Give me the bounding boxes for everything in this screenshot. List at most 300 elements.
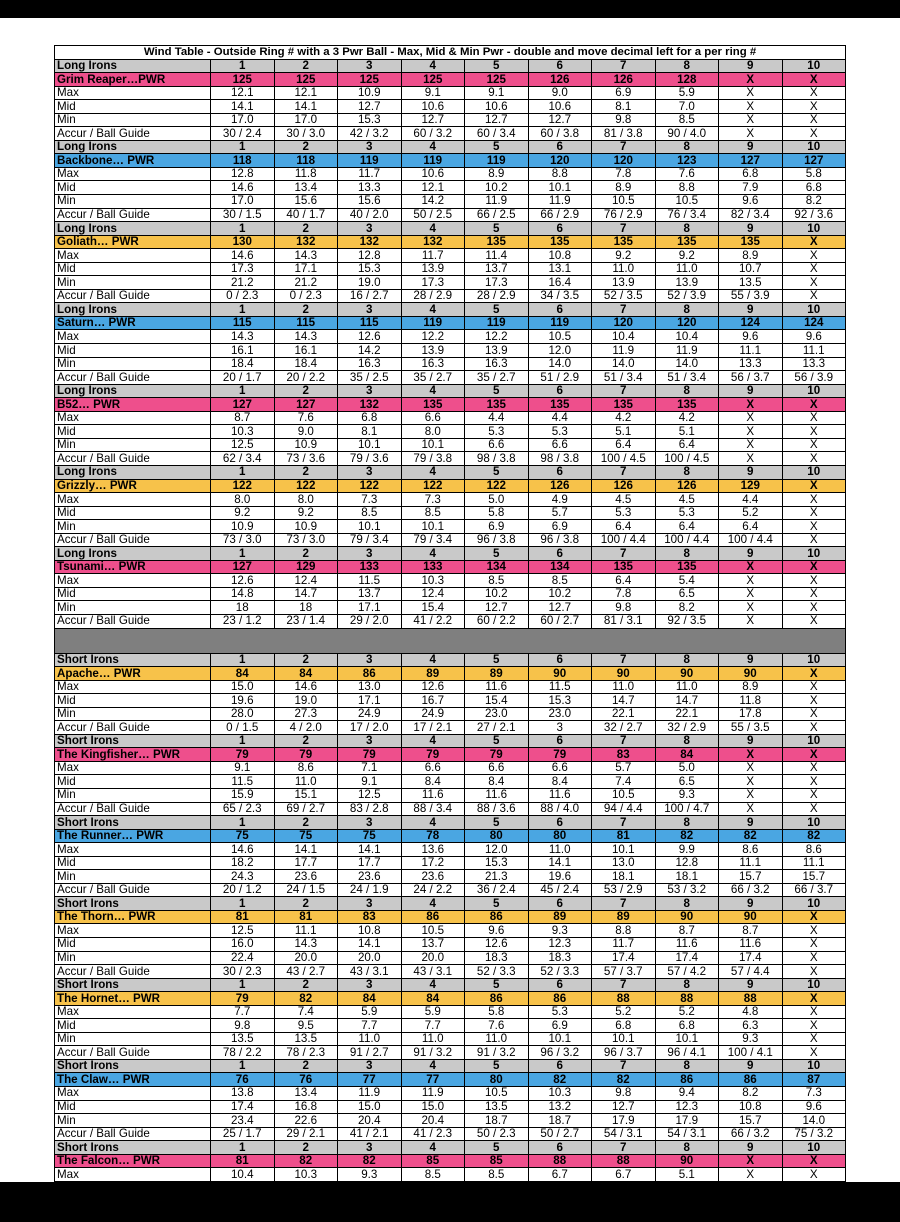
min-value: 9.6 (719, 195, 783, 209)
pwr-value: 128 (655, 73, 719, 87)
mid-value: 11.1 (782, 344, 846, 358)
max-value: 11.1 (274, 924, 338, 938)
max-value: 6.6 (401, 761, 465, 775)
ring-number: 7 (592, 222, 656, 236)
mid-row (55, 856, 846, 870)
accur-value: 66 / 3.2 (719, 1127, 783, 1141)
mid-value: 13.5 (465, 1100, 529, 1114)
max-value: 10.4 (655, 330, 719, 344)
mid-value: 12.1 (338, 1181, 402, 1195)
ring-number: 4 (401, 59, 465, 73)
pwr-value: 126 (528, 73, 592, 87)
ring-number: 7 (592, 978, 656, 992)
mid-value: 15.0 (401, 1100, 465, 1114)
max-value: 10.3 (401, 574, 465, 588)
mid-value: 14.3 (274, 938, 338, 952)
ring-number: 8 (655, 384, 719, 398)
ring-number: 6 (528, 303, 592, 317)
max-row (55, 574, 846, 588)
pwr-value: 86 (465, 910, 529, 924)
max-value: 12.1 (211, 86, 275, 100)
ring-number: 3 (338, 978, 402, 992)
mid-value: X (719, 775, 783, 789)
min-value: 17.0 (211, 195, 275, 209)
mid-value: 9.5 (274, 1019, 338, 1033)
mid-value: X (719, 425, 783, 439)
section-header-row (55, 653, 846, 667)
pwr-value: 82 (528, 1073, 592, 1087)
pwr-value: 84 (274, 667, 338, 681)
min-label: Min (55, 357, 211, 371)
ring-number: 2 (274, 1059, 338, 1073)
min-row (55, 113, 846, 127)
ring-number: 9 (719, 140, 783, 154)
pwr-value: 126 (592, 73, 656, 87)
min-value: 15.4 (401, 601, 465, 615)
max-value: 9.3 (528, 924, 592, 938)
max-label: Max (55, 86, 211, 100)
accur-value: 66 / 3.7 (782, 883, 846, 897)
accur-label: Accur / Ball Guide (55, 965, 211, 979)
mid-value: 7.9 (719, 181, 783, 195)
ring-number: 1 (211, 734, 275, 748)
mid-value: 13.9 (401, 262, 465, 276)
min-value: 12.7 (528, 113, 592, 127)
mid-value: 11.0 (592, 262, 656, 276)
accur-value: 96 / 3.7 (592, 1046, 656, 1060)
mid-value: 13.1 (528, 262, 592, 276)
max-value: 4.4 (465, 411, 529, 425)
mid-value: 11.1 (401, 1181, 465, 1195)
pwr-value: 132 (338, 235, 402, 249)
accur-value: 32 / 2.7 (592, 721, 656, 735)
ring-number: 10 (782, 384, 846, 398)
ring-number: 5 (465, 816, 529, 830)
pwr-value: 89 (528, 910, 592, 924)
max-value: 7.3 (338, 493, 402, 507)
ring-number: 8 (655, 897, 719, 911)
mid-value: X (719, 587, 783, 601)
mid-value: 11.1 (719, 344, 783, 358)
ring-number: 4 (401, 816, 465, 830)
max-value: 8.7 (211, 411, 275, 425)
min-value: 28.0 (211, 707, 275, 721)
min-value: 17.4 (719, 951, 783, 965)
mid-value: 5.2 (719, 506, 783, 520)
pwr-value: X (719, 73, 783, 87)
pwr-value: 135 (401, 398, 465, 412)
ring-number: 1 (211, 978, 275, 992)
mid-value: 6.8 (592, 1019, 656, 1033)
accur-value: 56 / 3.7 (719, 371, 783, 385)
min-value: 18.4 (211, 357, 275, 371)
ring-number: 1 (211, 59, 275, 73)
mid-label: Mid (55, 1100, 211, 1114)
accur-value: 52 / 3.9 (655, 289, 719, 303)
ring-number: 4 (401, 734, 465, 748)
max-value: 6.4 (592, 574, 656, 588)
ring-number: 5 (465, 384, 529, 398)
pwr-value: 119 (465, 316, 529, 330)
accur-value: 76 / 3.4 (655, 208, 719, 222)
max-value: 10.8 (338, 924, 402, 938)
max-value: X (782, 574, 846, 588)
max-value: X (782, 86, 846, 100)
ring-number: 5 (465, 547, 529, 561)
ring-number: 2 (274, 897, 338, 911)
accur-label: Accur / Ball Guide (55, 289, 211, 303)
accur-value: X (719, 802, 783, 816)
max-value: 14.6 (211, 249, 275, 263)
pwr-value: 88 (655, 992, 719, 1006)
accur-value: 81 / 3.1 (592, 614, 656, 628)
mid-value: 14.6 (211, 181, 275, 195)
min-value: 8.5 (655, 113, 719, 127)
mid-value: X (782, 938, 846, 952)
ring-number: 6 (528, 734, 592, 748)
accur-value: 92 / 3.5 (655, 614, 719, 628)
pwr-value: 124 (719, 316, 783, 330)
pwr-value: 133 (338, 560, 402, 574)
max-value: 14.1 (338, 843, 402, 857)
max-value: 5.8 (465, 1005, 529, 1019)
min-value: 9.8 (592, 601, 656, 615)
min-value: 15.7 (719, 1114, 783, 1128)
accur-value: 17 / 2.0 (338, 721, 402, 735)
mid-label: Mid (55, 100, 211, 114)
accur-label: Accur / Ball Guide (55, 127, 211, 141)
min-value: 10.1 (592, 1032, 656, 1046)
accur-value: 79 / 3.4 (401, 533, 465, 547)
accur-value: 57 / 4.4 (719, 965, 783, 979)
max-value: 11.5 (528, 680, 592, 694)
accur-value: X (719, 1208, 783, 1222)
accur-value: 96 / 4.1 (655, 1046, 719, 1060)
accur-value: 94 / 4.4 (592, 802, 656, 816)
accur-value: 51 / 2.9 (528, 371, 592, 385)
min-value: 15.9 (211, 788, 275, 802)
min-value: X (782, 1195, 846, 1209)
max-value: 7.7 (211, 1005, 275, 1019)
min-value: 23.6 (274, 870, 338, 884)
pwr-value: 135 (719, 235, 783, 249)
max-value: 11.0 (592, 680, 656, 694)
max-value: 11.9 (338, 1087, 402, 1101)
pwr-value: 77 (338, 1073, 402, 1087)
club-name: The Falcon… PWR (55, 1154, 211, 1168)
ring-number: 9 (719, 1141, 783, 1155)
pwr-value: X (719, 560, 783, 574)
min-row (55, 707, 846, 721)
mid-label: Mid (55, 506, 211, 520)
ring-number: 7 (592, 897, 656, 911)
max-value: 11.4 (465, 249, 529, 263)
mid-value: 5.3 (465, 425, 529, 439)
min-value: 16.1 (401, 1195, 465, 1209)
pwr-value: 81 (211, 1154, 275, 1168)
max-value: 9.2 (592, 249, 656, 263)
accur-value: 24 / 1.9 (338, 883, 402, 897)
min-value: 18.1 (655, 870, 719, 884)
max-value: 14.1 (274, 843, 338, 857)
min-label: Min (55, 1032, 211, 1046)
pwr-value: 122 (274, 479, 338, 493)
mid-value: 18.2 (211, 856, 275, 870)
min-value: 11.0 (465, 1032, 529, 1046)
accur-value: 100 / 4.7 (655, 802, 719, 816)
min-value: 6.9 (528, 520, 592, 534)
min-value: 13.3 (719, 357, 783, 371)
min-value: 6.4 (592, 438, 656, 452)
max-label: Max (55, 843, 211, 857)
pwr-value: 80 (528, 829, 592, 843)
mid-value: 12.3 (655, 1100, 719, 1114)
mid-value: 12.0 (528, 344, 592, 358)
accur-value: 28 / 2.9 (401, 289, 465, 303)
max-value: X (719, 761, 783, 775)
pwr-value: 120 (655, 316, 719, 330)
mid-label: Mid (55, 587, 211, 601)
min-value: 10.9 (274, 438, 338, 452)
max-value: 9.6 (465, 924, 529, 938)
ring-number: 1 (211, 140, 275, 154)
mid-value: 8.4 (465, 775, 529, 789)
accur-value: 20 / 1.2 (211, 883, 275, 897)
min-value: 14.0 (528, 357, 592, 371)
max-value: 8.6 (274, 761, 338, 775)
accur-value: 62 / 3.4 (211, 452, 275, 466)
mid-value: 19.0 (274, 694, 338, 708)
max-value: 12.8 (211, 167, 275, 181)
pwr-value: 84 (338, 992, 402, 1006)
mid-value: 11.9 (655, 344, 719, 358)
accur-value: 52 / 3.3 (465, 965, 529, 979)
min-row (55, 357, 846, 371)
min-value: 18 (274, 601, 338, 615)
pwr-value: 88 (719, 992, 783, 1006)
pwr-value: 135 (465, 235, 529, 249)
max-value: 8.7 (655, 924, 719, 938)
club-row (55, 667, 846, 681)
accur-value: 88 / 3.4 (401, 802, 465, 816)
accur-value: 79 / 3.6 (338, 452, 402, 466)
pwr-value: 119 (338, 154, 402, 168)
section-header-row (55, 222, 846, 236)
mid-value: 11.0 (655, 262, 719, 276)
ring-number: 4 (401, 547, 465, 561)
accur-value: 40 / 2.0 (338, 208, 402, 222)
ring-number: 8 (655, 59, 719, 73)
club-name: The Thorn… PWR (55, 910, 211, 924)
ring-number: 7 (592, 1059, 656, 1073)
section-header-label: Short Irons (55, 734, 211, 748)
min-value: X (719, 788, 783, 802)
pwr-value: 125 (211, 73, 275, 87)
min-label: Min (55, 438, 211, 452)
accur-value: 78 / 2.2 (211, 1046, 275, 1060)
max-value: 13.8 (211, 1087, 275, 1101)
pwr-value: 135 (465, 398, 529, 412)
mid-value: 8.4 (528, 775, 592, 789)
pwr-value: 81 (592, 829, 656, 843)
mid-row (55, 1181, 846, 1195)
pwr-value: 132 (274, 235, 338, 249)
ring-number: 5 (465, 978, 529, 992)
max-value: 6.7 (592, 1168, 656, 1182)
pwr-value: 77 (401, 1073, 465, 1087)
ring-number: 3 (338, 140, 402, 154)
mid-value: 10.7 (719, 262, 783, 276)
min-value: 15.7 (719, 870, 783, 884)
accur-value: 56 / 3.9 (782, 371, 846, 385)
mid-value: 14.1 (274, 100, 338, 114)
ring-number: 6 (528, 384, 592, 398)
mid-value: 7.6 (465, 1019, 529, 1033)
min-value: 18.1 (592, 870, 656, 884)
max-value: 12.6 (401, 680, 465, 694)
ring-number: 2 (274, 303, 338, 317)
min-value: 17.1 (338, 601, 402, 615)
mid-row (55, 694, 846, 708)
min-row (55, 788, 846, 802)
accur-label: Accur / Ball Guide (55, 721, 211, 735)
max-value: 11.8 (274, 167, 338, 181)
max-value: 10.1 (592, 843, 656, 857)
min-value: 13.3 (782, 357, 846, 371)
max-label: Max (55, 1005, 211, 1019)
pwr-value: 86 (401, 910, 465, 924)
min-label: Min (55, 870, 211, 884)
accur-value: 79 / 3.4 (338, 533, 402, 547)
pwr-value: 89 (401, 667, 465, 681)
min-value: 18.7 (465, 1114, 529, 1128)
club-name: Grim Reaper…PWR (55, 73, 211, 87)
pwr-value: 129 (274, 560, 338, 574)
pwr-value: 119 (401, 316, 465, 330)
mid-value: 13.7 (401, 938, 465, 952)
min-value: 13.1 (592, 1195, 656, 1209)
ring-number: 1 (211, 897, 275, 911)
min-label: Min (55, 1195, 211, 1209)
ring-number: 4 (401, 1059, 465, 1073)
accur-value: 100 / 4.1 (719, 1046, 783, 1060)
min-row (55, 520, 846, 534)
min-value: 11.0 (338, 1032, 402, 1046)
max-label: Max (55, 924, 211, 938)
section-header-label: Long Irons (55, 303, 211, 317)
ring-number: 8 (655, 978, 719, 992)
accur-value: 60 / 3.8 (528, 127, 592, 141)
mid-value: 5.8 (465, 506, 529, 520)
accur-value: 54 / 3.1 (592, 1127, 656, 1141)
max-label: Max (55, 680, 211, 694)
mid-value: 11.9 (592, 344, 656, 358)
ring-number: 7 (592, 547, 656, 561)
mid-value: 16.1 (274, 344, 338, 358)
min-value: 16.1 (465, 1195, 529, 1209)
accur-value: 50 / 3.0 (211, 1208, 275, 1222)
min-row (55, 1195, 846, 1209)
mid-value: 15.3 (338, 262, 402, 276)
table-title: Wind Table - Outside Ring # with a 3 Pwr Ball - Max, Mid & Min Pwr - double and move decimal left for a per ring # (55, 46, 846, 60)
accur-value: 64 / 3.9 (401, 1208, 465, 1222)
mid-label: Mid (55, 181, 211, 195)
pwr-value: 127 (719, 154, 783, 168)
accur-value: X (782, 452, 846, 466)
max-value: 8.2 (719, 1087, 783, 1101)
mid-label: Mid (55, 856, 211, 870)
pwr-value: X (782, 73, 846, 87)
max-value: 8.5 (528, 574, 592, 588)
max-value: 7.4 (274, 1005, 338, 1019)
ring-number: 5 (465, 1141, 529, 1155)
max-value: 8.0 (211, 493, 275, 507)
accur-row (55, 802, 846, 816)
ring-number: 9 (719, 1059, 783, 1073)
mid-value: 14.2 (338, 344, 402, 358)
mid-value: 14.1 (211, 100, 275, 114)
ring-number: 3 (338, 1141, 402, 1155)
min-value: 16.4 (528, 276, 592, 290)
mid-value: 11.7 (592, 938, 656, 952)
ring-number: 6 (528, 465, 592, 479)
pwr-value: 115 (338, 316, 402, 330)
pwr-value: 82 (719, 829, 783, 843)
min-value: 10.5 (655, 195, 719, 209)
min-value: 15.1 (274, 788, 338, 802)
ring-number: 5 (465, 734, 529, 748)
club-row (55, 748, 846, 762)
mid-label: Mid (55, 938, 211, 952)
accur-value: 27 / 2.1 (465, 721, 529, 735)
min-value: 23.6 (401, 870, 465, 884)
ring-number: 10 (782, 816, 846, 830)
mid-label: Mid (55, 775, 211, 789)
pwr-value: 115 (211, 316, 275, 330)
club-row (55, 479, 846, 493)
ring-number: 7 (592, 140, 656, 154)
accur-row (55, 371, 846, 385)
mid-value: 13.7 (338, 587, 402, 601)
ring-number: 6 (528, 816, 592, 830)
min-value: 9.8 (592, 113, 656, 127)
ring-number: 3 (338, 384, 402, 398)
min-value: 17.3 (401, 276, 465, 290)
mid-value: 17.3 (211, 262, 275, 276)
mid-value: 17.7 (338, 856, 402, 870)
accur-value: 80 / 3.9 (528, 1208, 592, 1222)
pwr-value: 90 (528, 667, 592, 681)
ring-number: 2 (274, 734, 338, 748)
club-name: The Runner… PWR (55, 829, 211, 843)
accur-value: 35 / 2.7 (401, 371, 465, 385)
min-value: 10.9 (211, 520, 275, 534)
pwr-value: 135 (528, 235, 592, 249)
max-value: 11.6 (465, 680, 529, 694)
ring-number: 4 (401, 978, 465, 992)
ring-number: 1 (211, 303, 275, 317)
ring-number: 9 (719, 897, 783, 911)
ring-number: 9 (719, 734, 783, 748)
min-value: X (782, 1032, 846, 1046)
min-value: 17.8 (719, 707, 783, 721)
min-value: 16.3 (465, 357, 529, 371)
ring-number: 8 (655, 1059, 719, 1073)
mid-value: 10.8 (719, 1100, 783, 1114)
pwr-value: 135 (592, 560, 656, 574)
mid-value: 17.2 (401, 856, 465, 870)
accur-value: 60 / 2.2 (465, 614, 529, 628)
